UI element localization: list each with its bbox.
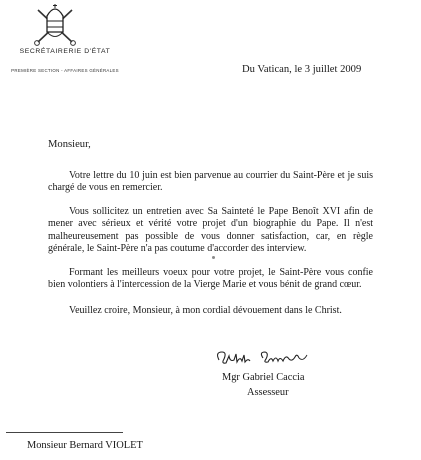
salutation: Monsieur, bbox=[48, 139, 91, 150]
closing-formula: Veuillez croire, Monsieur, à mon cordial dévouement dans le Christ. bbox=[69, 305, 342, 316]
handwritten-signature bbox=[213, 346, 313, 370]
stray-mark bbox=[212, 256, 215, 259]
signatory-name: Mgr Gabriel Caccia bbox=[222, 372, 305, 383]
paragraph-3: Formant les meilleurs voeux pour votre projet, le Saint-Père vous confie bien volontiers à l'intercession de la Vierge Marie et vous bénit de grand cœur. bbox=[48, 267, 373, 291]
signatory-title: Assesseur bbox=[247, 387, 289, 398]
letterhead-section: PREMIÈRE SECTION - AFFAIRES GÉNÉRALES bbox=[11, 68, 119, 73]
paragraph-1: Votre lettre du 10 juin est bien parvenue au courrier du Saint-Père et je suis chargé de vous en remercier. bbox=[48, 170, 373, 194]
letterhead-office: SECRÉTAIRERIE D'ÉTAT bbox=[19, 48, 111, 55]
papal-coat-of-arms-icon bbox=[26, 2, 84, 46]
paragraph-2: Vous sollicitez un entretien avec Sa Sainteté le Pape Benoît XVI afin de mener avec sérieux et vérité votre projet d'un biographie du Pape. Il n'est malheureusement pas possible de vous donner satisfaction, car, en règle générale, le Saint-Père n'a pas coutume d'accorder des interview. bbox=[48, 206, 373, 254]
addressee: Monsieur Bernard VIOLET bbox=[27, 440, 143, 451]
divider bbox=[6, 432, 123, 433]
dateline: Du Vatican, le 3 juillet 2009 bbox=[242, 64, 362, 75]
